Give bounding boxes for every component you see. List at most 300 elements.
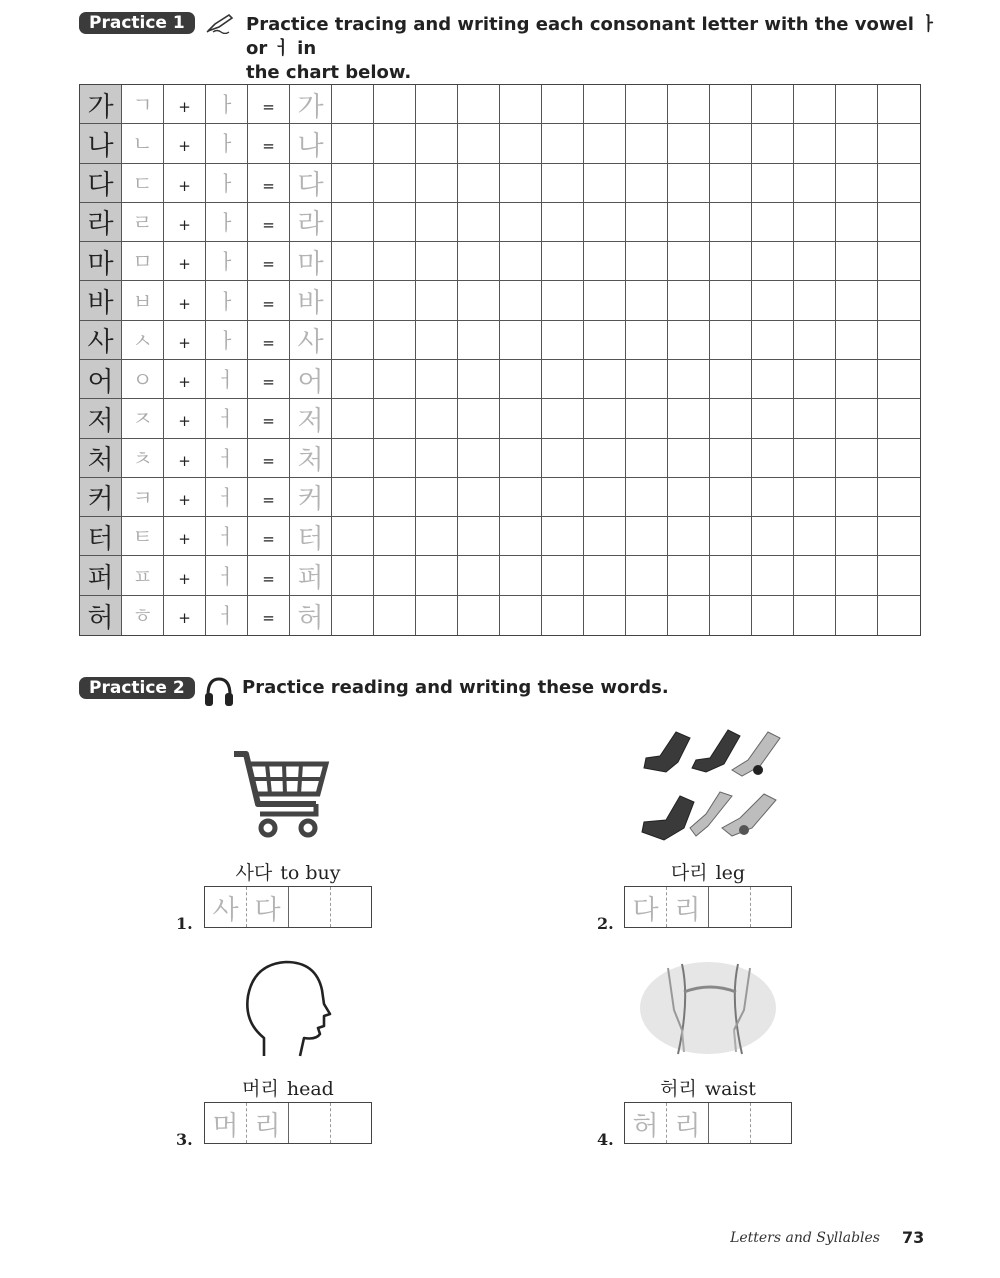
writing-cell[interactable]: [878, 556, 920, 595]
writing-cell[interactable]: [584, 242, 626, 281]
writing-cell[interactable]: [626, 556, 668, 595]
writing-cell[interactable]: [668, 596, 710, 635]
writing-cell[interactable]: [794, 478, 836, 517]
writing-cell[interactable]: [374, 242, 416, 281]
writing-cell[interactable]: [374, 517, 416, 556]
consonant-cell: ㅎ: [122, 596, 164, 635]
writing-cell[interactable]: [626, 517, 668, 556]
trace-box[interactable]: 다: [625, 887, 667, 927]
writing-cell[interactable]: [332, 399, 374, 438]
writing-cell[interactable]: [878, 124, 920, 163]
vowel-cell: ㅓ: [206, 399, 248, 438]
writing-cell[interactable]: [584, 478, 626, 517]
chart-row: [80, 399, 920, 438]
writing-cell[interactable]: [584, 596, 626, 635]
writing-cell[interactable]: [794, 596, 836, 635]
writing-cell[interactable]: [584, 399, 626, 438]
writing-cell[interactable]: [752, 85, 794, 124]
writing-cell[interactable]: [626, 164, 668, 203]
vowel-cell: ㅓ: [206, 360, 248, 399]
writing-cell[interactable]: [416, 478, 458, 517]
word-2-writing-boxes[interactable]: [624, 886, 792, 928]
write-box[interactable]: [709, 1103, 751, 1143]
writing-cell[interactable]: [374, 478, 416, 517]
write-box[interactable]: [289, 1103, 331, 1143]
equals-sign: =: [248, 596, 290, 635]
writing-cell[interactable]: [878, 85, 920, 124]
plus-sign: +: [164, 556, 206, 595]
writing-cell[interactable]: [584, 517, 626, 556]
writing-cell[interactable]: [584, 439, 626, 478]
trace-cell[interactable]: 나: [290, 124, 332, 163]
writing-cell[interactable]: [542, 399, 584, 438]
writing-cell[interactable]: [458, 281, 500, 320]
trace-cell[interactable]: 퍼: [290, 556, 332, 595]
writing-cell[interactable]: [836, 124, 878, 163]
writing-cell[interactable]: [878, 242, 920, 281]
equals-sign: =: [248, 321, 290, 360]
writing-cell[interactable]: [668, 439, 710, 478]
writing-cell[interactable]: [710, 478, 752, 517]
instruction-line-2: the chart below.: [246, 62, 412, 83]
trace-cell[interactable]: 저: [290, 399, 332, 438]
writing-cell[interactable]: [626, 242, 668, 281]
writing-cell[interactable]: [584, 85, 626, 124]
trace-cell[interactable]: 어: [290, 360, 332, 399]
writing-cell[interactable]: [626, 321, 668, 360]
writing-cell[interactable]: [836, 478, 878, 517]
write-box[interactable]: [331, 887, 373, 927]
row-syllable-header: 어: [80, 360, 122, 399]
trace-cell[interactable]: 사: [290, 321, 332, 360]
writing-cell[interactable]: [332, 478, 374, 517]
plus-sign: +: [164, 85, 206, 124]
writing-cell[interactable]: [584, 281, 626, 320]
writing-cell[interactable]: [794, 399, 836, 438]
writing-cell[interactable]: [500, 85, 542, 124]
writing-cell[interactable]: [374, 360, 416, 399]
writing-cell[interactable]: [878, 596, 920, 635]
writing-cell[interactable]: [500, 281, 542, 320]
writing-cell[interactable]: [458, 242, 500, 281]
writing-cell[interactable]: [500, 203, 542, 242]
writing-cell[interactable]: [836, 517, 878, 556]
writing-cell[interactable]: [332, 439, 374, 478]
writing-cell[interactable]: [584, 321, 626, 360]
writing-cell[interactable]: [878, 203, 920, 242]
writing-cell[interactable]: [836, 439, 878, 478]
writing-cell[interactable]: [668, 85, 710, 124]
word-3-writing-boxes[interactable]: [204, 1102, 372, 1144]
practice-2-instruction: Practice reading and writing these words.: [242, 677, 669, 698]
writing-cell[interactable]: [542, 439, 584, 478]
writing-cell[interactable]: [668, 242, 710, 281]
writing-cell[interactable]: [542, 478, 584, 517]
equals-sign: =: [248, 517, 290, 556]
writing-cell[interactable]: [458, 596, 500, 635]
writing-cell[interactable]: [374, 203, 416, 242]
word-2-korean: 다리: [670, 862, 708, 884]
writing-cell[interactable]: [836, 164, 878, 203]
writing-cell[interactable]: [668, 203, 710, 242]
writing-cell[interactable]: [668, 321, 710, 360]
write-box[interactable]: [289, 887, 331, 927]
word-2-english: leg: [715, 862, 746, 884]
word-2-number: 2.: [597, 914, 614, 933]
row-syllable-header: 라: [80, 203, 122, 242]
writing-cell[interactable]: [878, 164, 920, 203]
consonant-cell: ㄴ: [122, 124, 164, 163]
writing-cell[interactable]: [626, 124, 668, 163]
plus-sign: +: [164, 203, 206, 242]
write-box[interactable]: [751, 887, 793, 927]
writing-cell[interactable]: [794, 124, 836, 163]
word-3-label: [168, 1074, 408, 1101]
writing-cell[interactable]: [332, 360, 374, 399]
writing-cell[interactable]: [752, 399, 794, 438]
writing-cell[interactable]: [668, 281, 710, 320]
writing-cell[interactable]: [794, 203, 836, 242]
equals-sign: =: [248, 478, 290, 517]
writing-cell[interactable]: [710, 321, 752, 360]
writing-cell[interactable]: [668, 399, 710, 438]
writing-cell[interactable]: [542, 124, 584, 163]
writing-cell[interactable]: [668, 478, 710, 517]
writing-cell[interactable]: [878, 478, 920, 517]
writing-cell[interactable]: [500, 517, 542, 556]
writing-cell[interactable]: [332, 596, 374, 635]
writing-cell[interactable]: [332, 203, 374, 242]
trace-cell[interactable]: 터: [290, 517, 332, 556]
writing-cell[interactable]: [458, 85, 500, 124]
writing-cell[interactable]: [752, 556, 794, 595]
writing-cell[interactable]: [752, 242, 794, 281]
writing-cell[interactable]: [626, 360, 668, 399]
writing-cell[interactable]: [878, 517, 920, 556]
word-3-english: head: [286, 1078, 334, 1100]
practice-1-badge: Practice 1: [79, 12, 195, 34]
vowel-cell: ㅏ: [206, 321, 248, 360]
trace-box[interactable]: 머: [205, 1103, 247, 1143]
word-2-label: [588, 858, 828, 885]
writing-cell[interactable]: [332, 124, 374, 163]
word-4-english: waist: [704, 1078, 756, 1100]
trace-box[interactable]: 리: [667, 887, 709, 927]
trace-cell[interactable]: 다: [290, 164, 332, 203]
writing-cell[interactable]: [836, 360, 878, 399]
writing-cell[interactable]: [458, 124, 500, 163]
writing-cell[interactable]: [374, 281, 416, 320]
writing-cell[interactable]: [332, 556, 374, 595]
writing-cell[interactable]: [500, 399, 542, 438]
plus-sign: +: [164, 124, 206, 163]
writing-cell[interactable]: [374, 596, 416, 635]
page-number: 73: [902, 1228, 925, 1247]
writing-cell[interactable]: [416, 596, 458, 635]
equals-sign: =: [248, 85, 290, 124]
writing-cell[interactable]: [878, 360, 920, 399]
writing-cell[interactable]: [542, 556, 584, 595]
writing-cell[interactable]: [458, 517, 500, 556]
writing-cell[interactable]: [374, 321, 416, 360]
plus-sign: +: [164, 321, 206, 360]
consonant-cell: ㄹ: [122, 203, 164, 242]
consonant-cell: ㅅ: [122, 321, 164, 360]
writing-cell[interactable]: [878, 399, 920, 438]
writing-cell[interactable]: [500, 478, 542, 517]
writing-cell[interactable]: [626, 439, 668, 478]
vowel-cell: ㅏ: [206, 281, 248, 320]
writing-cell[interactable]: [416, 321, 458, 360]
row-syllable-header: 터: [80, 517, 122, 556]
writing-cell[interactable]: [668, 360, 710, 399]
writing-cell[interactable]: [416, 399, 458, 438]
writing-cell[interactable]: [626, 85, 668, 124]
vowel-cell: ㅓ: [206, 596, 248, 635]
writing-cell[interactable]: [836, 556, 878, 595]
writing-cell[interactable]: [710, 281, 752, 320]
trace-box[interactable]: 허: [625, 1103, 667, 1143]
vowel-cell: ㅏ: [206, 164, 248, 203]
writing-cell[interactable]: [542, 164, 584, 203]
plus-sign: +: [164, 596, 206, 635]
writing-cell[interactable]: [416, 556, 458, 595]
writing-cell[interactable]: [794, 321, 836, 360]
writing-cell[interactable]: [878, 439, 920, 478]
writing-cell[interactable]: [542, 517, 584, 556]
writing-cell[interactable]: [332, 281, 374, 320]
writing-cell[interactable]: [332, 85, 374, 124]
writing-cell[interactable]: [710, 399, 752, 438]
writing-cell[interactable]: [710, 203, 752, 242]
equals-sign: =: [248, 203, 290, 242]
chart-row: [80, 203, 920, 242]
writing-cell[interactable]: [836, 281, 878, 320]
writing-cell[interactable]: [584, 124, 626, 163]
writing-cell[interactable]: [500, 360, 542, 399]
writing-cell[interactable]: [794, 360, 836, 399]
word-3-number: 3.: [176, 1130, 193, 1149]
writing-cell[interactable]: [878, 281, 920, 320]
trace-cell[interactable]: 바: [290, 281, 332, 320]
chart-row: [80, 124, 920, 163]
writing-cell[interactable]: [458, 439, 500, 478]
row-syllable-header: 사: [80, 321, 122, 360]
trace-box[interactable]: 리: [667, 1103, 709, 1143]
writing-cell[interactable]: [752, 478, 794, 517]
writing-cell[interactable]: [416, 517, 458, 556]
writing-cell[interactable]: [542, 242, 584, 281]
trace-cell[interactable]: 마: [290, 242, 332, 281]
writing-cell[interactable]: [752, 321, 794, 360]
writing-cell[interactable]: [458, 321, 500, 360]
head-profile-icon: [240, 960, 334, 1058]
writing-cell[interactable]: [668, 517, 710, 556]
trace-cell[interactable]: 허: [290, 596, 332, 635]
trace-box[interactable]: 사: [205, 887, 247, 927]
writing-cell[interactable]: [332, 321, 374, 360]
writing-cell[interactable]: [626, 596, 668, 635]
writing-cell[interactable]: [752, 281, 794, 320]
writing-cell[interactable]: [584, 203, 626, 242]
write-box[interactable]: [331, 1103, 373, 1143]
writing-cell[interactable]: [500, 321, 542, 360]
writing-cell[interactable]: [332, 242, 374, 281]
writing-cell[interactable]: [710, 517, 752, 556]
plus-sign: +: [164, 399, 206, 438]
consonant-cell: ㅍ: [122, 556, 164, 595]
writing-cell[interactable]: [584, 164, 626, 203]
writing-cell[interactable]: [542, 281, 584, 320]
row-syllable-header: 다: [80, 164, 122, 203]
write-box[interactable]: [709, 887, 751, 927]
writing-cell[interactable]: [500, 556, 542, 595]
writing-cell[interactable]: [836, 85, 878, 124]
writing-cell[interactable]: [710, 124, 752, 163]
writing-cell[interactable]: [710, 556, 752, 595]
writing-cell[interactable]: [542, 203, 584, 242]
writing-cell[interactable]: [374, 164, 416, 203]
vowel-cell: ㅏ: [206, 124, 248, 163]
writing-cell[interactable]: [836, 399, 878, 438]
writing-cell[interactable]: [710, 439, 752, 478]
writing-cell[interactable]: [458, 203, 500, 242]
writing-cell[interactable]: [416, 164, 458, 203]
headphones-icon: [203, 675, 235, 709]
writing-cell[interactable]: [374, 85, 416, 124]
trace-box[interactable]: 다: [247, 887, 289, 927]
chart-row: [80, 478, 920, 517]
row-syllable-header: 바: [80, 281, 122, 320]
writing-cell[interactable]: [794, 556, 836, 595]
trace-box[interactable]: 리: [247, 1103, 289, 1143]
trace-cell[interactable]: 라: [290, 203, 332, 242]
writing-cell[interactable]: [416, 242, 458, 281]
writing-cell[interactable]: [500, 596, 542, 635]
chart-row: [80, 439, 920, 478]
writing-cell[interactable]: [794, 85, 836, 124]
writing-cell[interactable]: [416, 360, 458, 399]
writing-cell[interactable]: [794, 164, 836, 203]
writing-cell[interactable]: [374, 439, 416, 478]
word-1-korean: 사다: [235, 862, 273, 884]
writing-cell[interactable]: [416, 203, 458, 242]
trace-cell[interactable]: 가: [290, 85, 332, 124]
writing-cell[interactable]: [752, 517, 794, 556]
writing-cell[interactable]: [710, 242, 752, 281]
writing-cell[interactable]: [752, 360, 794, 399]
equals-sign: =: [248, 242, 290, 281]
vowel-cell: ㅏ: [206, 242, 248, 281]
writing-cell[interactable]: [878, 321, 920, 360]
writing-cell[interactable]: [626, 281, 668, 320]
write-box[interactable]: [751, 1103, 793, 1143]
writing-cell[interactable]: [752, 596, 794, 635]
writing-cell[interactable]: [752, 124, 794, 163]
writing-cell[interactable]: [374, 556, 416, 595]
consonant-cell: ㅁ: [122, 242, 164, 281]
instruction-line-1: Practice tracing and writing each consonant letter with the vowel ㅏ or ㅓ in: [246, 14, 938, 59]
writing-cell[interactable]: [836, 203, 878, 242]
writing-cell[interactable]: [332, 517, 374, 556]
writing-cell[interactable]: [752, 164, 794, 203]
writing-cell[interactable]: [836, 242, 878, 281]
writing-cell[interactable]: [710, 85, 752, 124]
writing-cell[interactable]: [626, 203, 668, 242]
writing-cell[interactable]: [626, 399, 668, 438]
writing-cell[interactable]: [752, 439, 794, 478]
writing-cell[interactable]: [542, 85, 584, 124]
plus-sign: +: [164, 360, 206, 399]
trace-cell[interactable]: 커: [290, 478, 332, 517]
writing-cell[interactable]: [542, 360, 584, 399]
writing-cell[interactable]: [710, 360, 752, 399]
writing-cell[interactable]: [458, 478, 500, 517]
writing-cell[interactable]: [500, 164, 542, 203]
writing-cell[interactable]: [458, 360, 500, 399]
vowel-cell: ㅏ: [206, 203, 248, 242]
writing-cell[interactable]: [458, 556, 500, 595]
vowel-cell: ㅓ: [206, 517, 248, 556]
writing-cell[interactable]: [794, 439, 836, 478]
row-syllable-header: 가: [80, 85, 122, 124]
writing-cell[interactable]: [584, 556, 626, 595]
vowel-cell: ㅓ: [206, 556, 248, 595]
writing-cell[interactable]: [836, 321, 878, 360]
writing-cell[interactable]: [794, 242, 836, 281]
writing-cell[interactable]: [668, 556, 710, 595]
writing-cell[interactable]: [458, 399, 500, 438]
writing-cell[interactable]: [416, 281, 458, 320]
writing-cell[interactable]: [500, 124, 542, 163]
writing-cell[interactable]: [374, 399, 416, 438]
writing-cell[interactable]: [542, 321, 584, 360]
consonant-cell: ㄷ: [122, 164, 164, 203]
word-4-writing-boxes[interactable]: [624, 1102, 792, 1144]
writing-cell[interactable]: [584, 360, 626, 399]
writing-cell[interactable]: [710, 164, 752, 203]
plus-sign: +: [164, 281, 206, 320]
word-1-writing-boxes[interactable]: [204, 886, 372, 928]
writing-cell[interactable]: [542, 596, 584, 635]
writing-cell[interactable]: [332, 164, 374, 203]
writing-cell[interactable]: [794, 517, 836, 556]
chart-row: [80, 556, 920, 595]
writing-cell[interactable]: [668, 124, 710, 163]
writing-cell[interactable]: [416, 439, 458, 478]
chart-row: [80, 164, 920, 203]
trace-cell[interactable]: 처: [290, 439, 332, 478]
vowel-cell: ㅓ: [206, 439, 248, 478]
writing-cell[interactable]: [710, 596, 752, 635]
writing-cell[interactable]: [794, 281, 836, 320]
consonant-cell: ㅌ: [122, 517, 164, 556]
writing-cell[interactable]: [626, 478, 668, 517]
writing-cell[interactable]: [374, 124, 416, 163]
row-syllable-header: 마: [80, 242, 122, 281]
writing-cell[interactable]: [668, 164, 710, 203]
writing-cell[interactable]: [416, 124, 458, 163]
writing-cell[interactable]: [416, 85, 458, 124]
writing-cell[interactable]: [752, 203, 794, 242]
writing-cell[interactable]: [836, 596, 878, 635]
writing-cell[interactable]: [500, 439, 542, 478]
writing-cell[interactable]: [458, 164, 500, 203]
word-4-korean: 허리: [660, 1078, 697, 1100]
writing-cell[interactable]: [500, 242, 542, 281]
practice-1-instruction: [246, 13, 946, 85]
plus-sign: +: [164, 478, 206, 517]
